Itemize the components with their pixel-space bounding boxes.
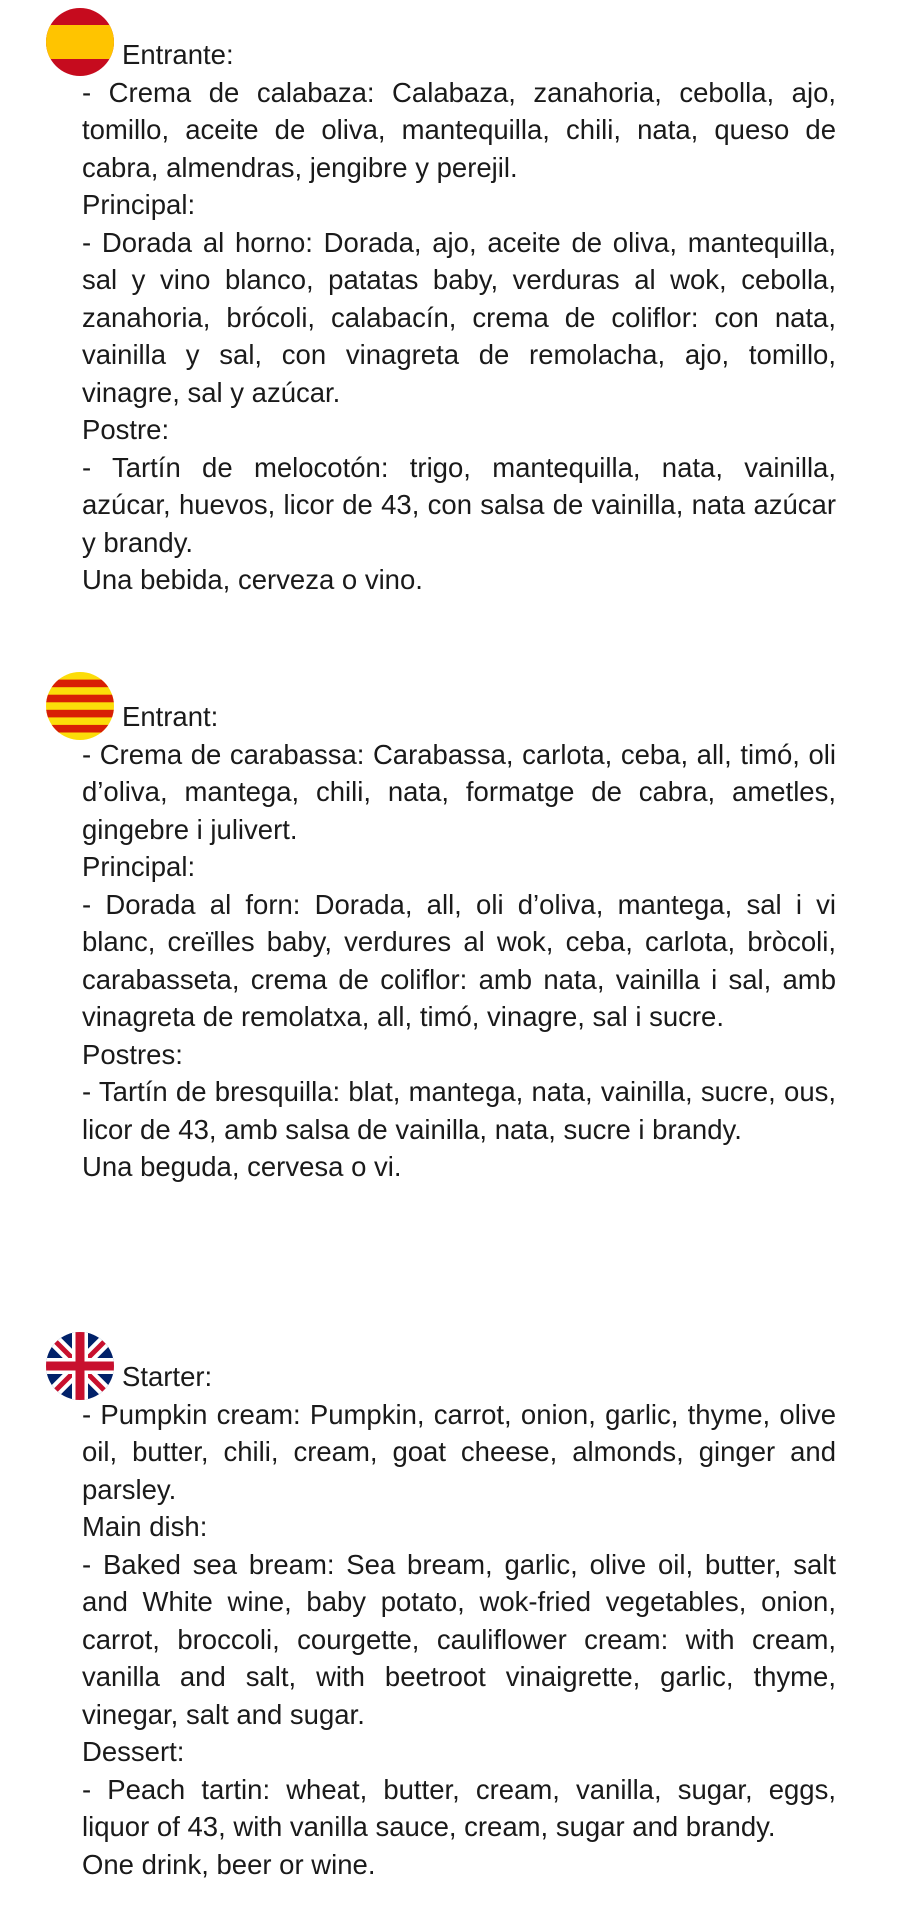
main-description: - Baked sea bream: Sea bream, garlic, olive oil, butter, salt and White wine, baby potato, wok-fried vegetables, onion, carrot, broccoli, courgette, cauliflower cream: with cream, vanilla and salt, with beetroot vinaigrette, garlic, thyme, vinegar, salt and sugar. <box>82 1548 836 1730</box>
starter-heading: Entrante: <box>122 39 234 70</box>
dessert-description: - Tartín de bresquilla: blat, mantega, nata, vainilla, sucre, ous, licor de 43, amb salsa de vainilla, nata, sucre i brandy. <box>82 1076 836 1145</box>
dessert-description: - Peach tartin: wheat, butter, cream, vanilla, sugar, eggs, liquor of 43, with vanilla sauce, cream, sugar and brandy. <box>82 1773 836 1842</box>
menu-text-spanish <box>82 36 836 599</box>
starter-description: - Crema de calabaza: Calabaza, zanahoria, cebolla, ajo, tomillo, aceite de oliva, mantequilla, chili, nata, queso de cabra, almendras, jengibre y perejil. <box>82 76 836 183</box>
drink-note: One drink, beer or wine. <box>82 1848 376 1880</box>
drink-note: Una beguda, cervesa o vi. <box>82 1151 402 1182</box>
menu-text-english <box>82 1358 836 1883</box>
dessert-heading: Postres: <box>82 1038 183 1070</box>
starter-description: - Pumpkin cream: Pumpkin, carrot, onion, garlic, thyme, olive oil, butter, chili, cream, goat cheese, almonds, ginger and parsley. <box>82 1398 836 1505</box>
main-heading: Principal: <box>82 189 196 220</box>
main-heading: Main dish: <box>82 1511 208 1542</box>
menu-text-catalan <box>82 698 836 1186</box>
drink-note: Una bebida, cerveza o vino. <box>82 564 423 595</box>
dessert-heading: Dessert: <box>82 1736 185 1767</box>
dessert-description: - Tartín de melocotón: trigo, mantequilla, nata, vainilla, azúcar, huevos, licor de 43, con salsa de vainilla, nata azúcar y brandy. <box>82 451 836 558</box>
starter-heading: Entrant: <box>122 701 219 732</box>
dessert-heading: Postre: <box>82 414 170 445</box>
starter-description: - Crema de carabassa: Carabassa, carlota, ceba, all, timó, oli d’oliva, mantega, chili, nata, formatge de cabra, ametles, gingebre i julivert. <box>82 738 836 845</box>
main-description: - Dorada al horno: Dorada, ajo, aceite de oliva, mantequilla, sal y vino blanco, patatas baby, verduras al wok, cebolla, zanahoria, brócoli, calabacín, crema de coliflor: con nata, vainilla y sal, con vinagreta de remolacha, ajo, tomillo, vinagre, sal y azúcar. <box>82 226 836 408</box>
main-description: - Dorada al forn: Dorada, all, oli d’oliva, mantega, sal i vi blanc, creïlles baby, verdures al wok, ceba, carlota, bròcoli, carabasseta, crema de coliflor: amb nata, vainilla i sal, amb vinagreta de remolatxa, all, timó, vinagre, sal i sucre. <box>82 888 836 1032</box>
main-heading: Principal: <box>82 851 196 882</box>
starter-heading: Starter: <box>122 1361 213 1392</box>
